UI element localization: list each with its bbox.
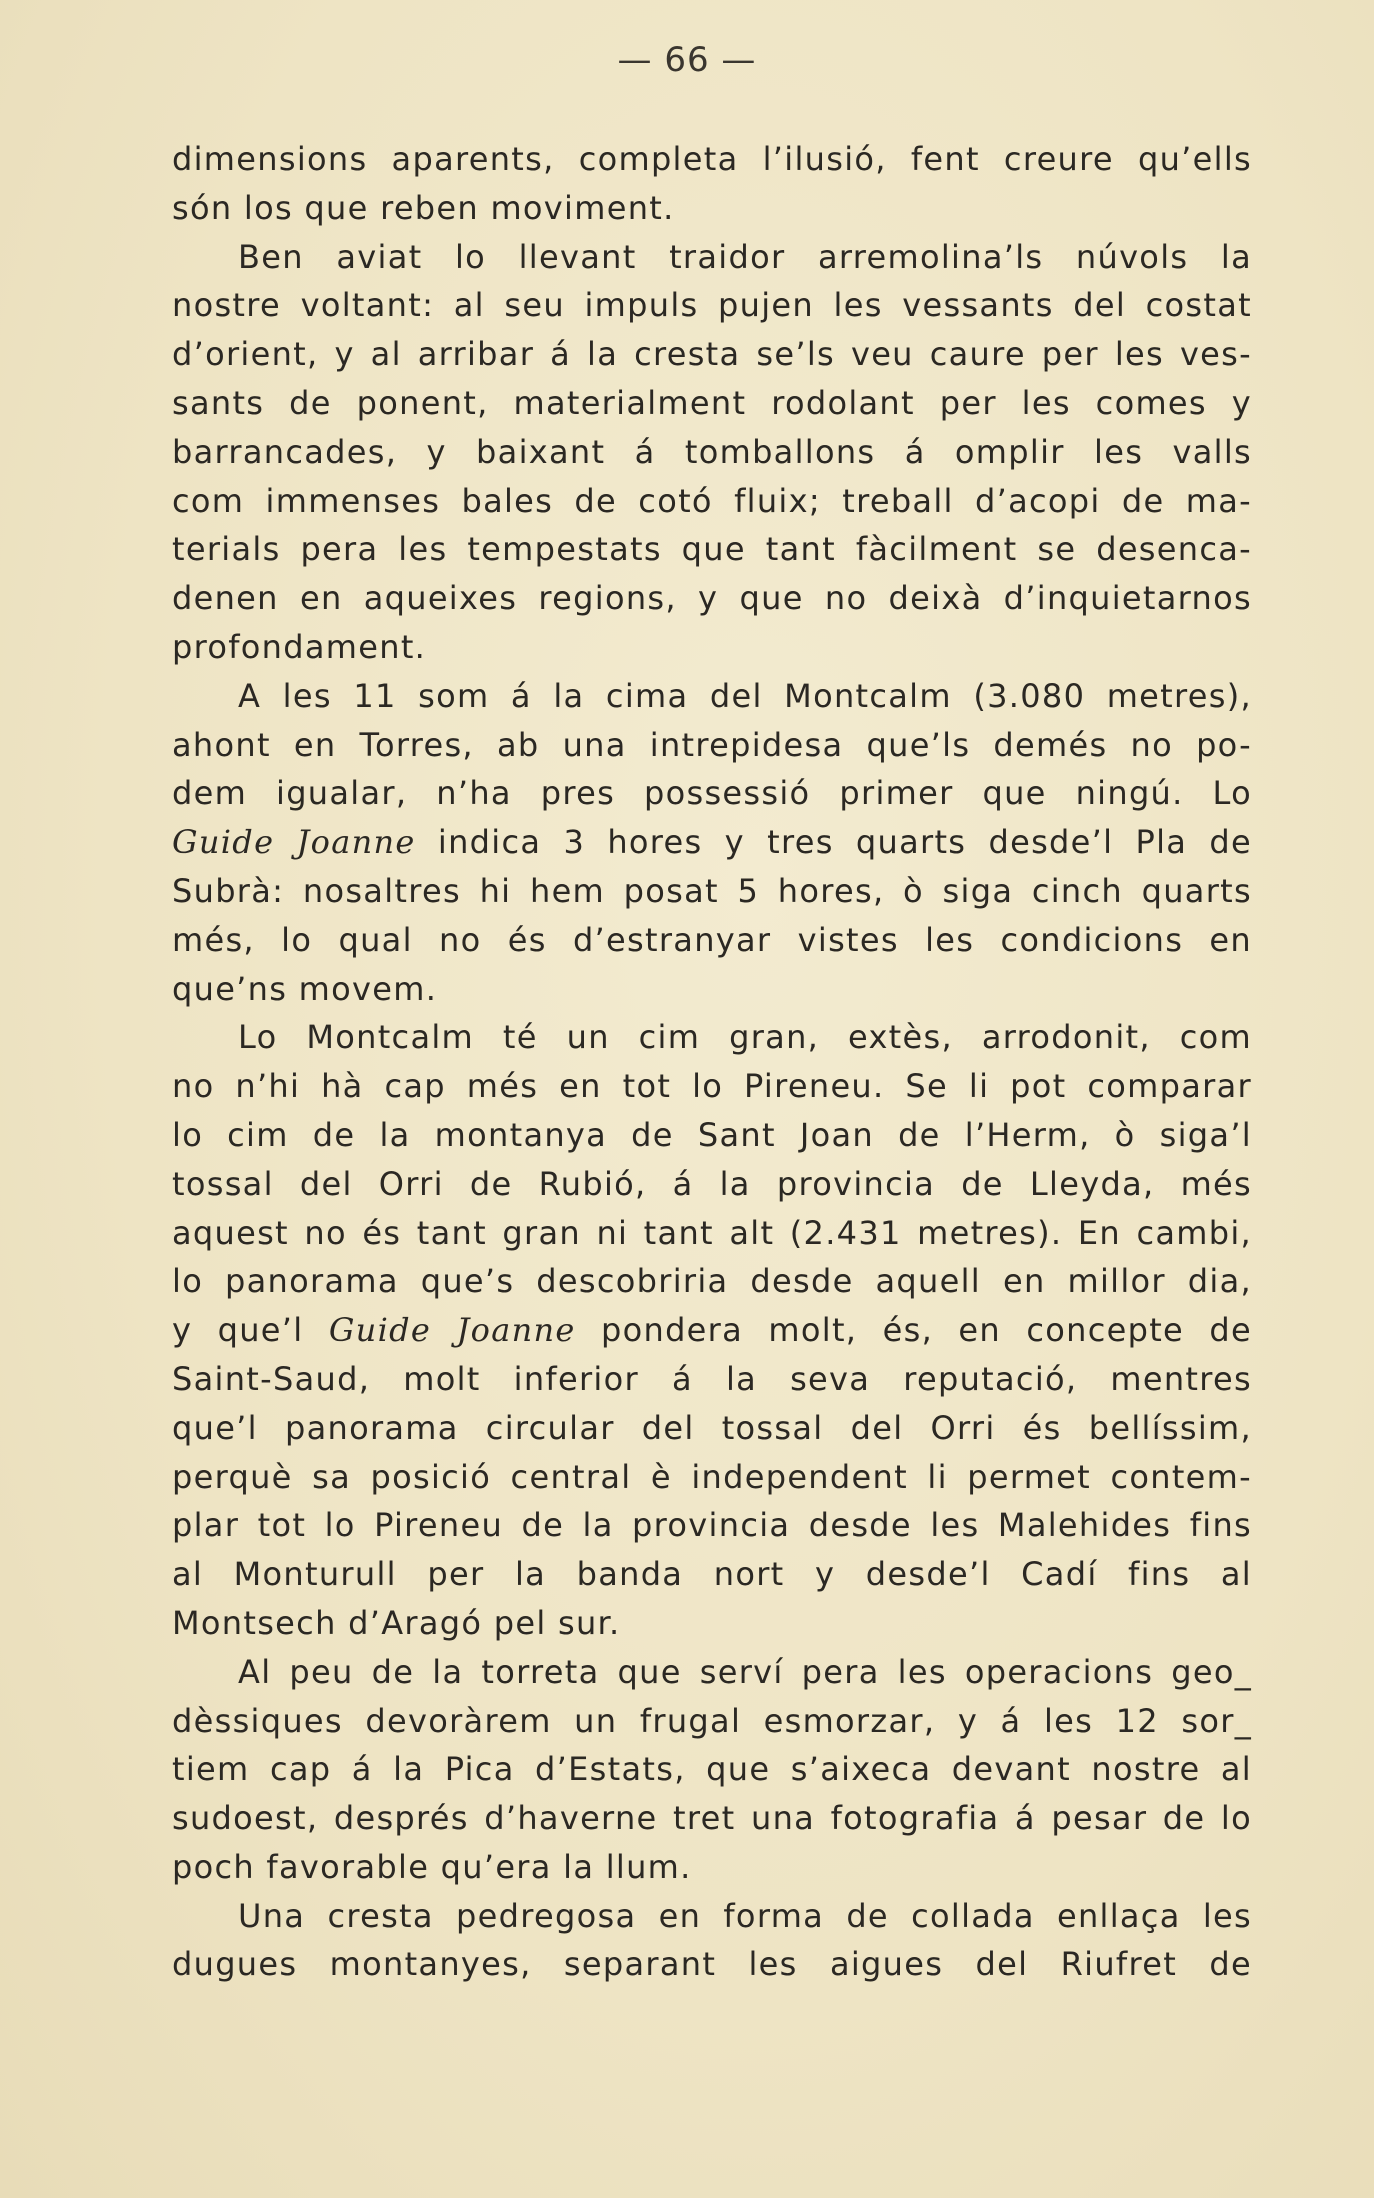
text-line: tossal del Orri de Rubió, á la provincia de Lleyda, més — [172, 1164, 1252, 1203]
text-line: Ben aviat lo llevant traidor arremolina’ls núvols la — [238, 237, 1252, 276]
text-line: barrancades, y baixant á tomballons á omplir les valls — [172, 432, 1252, 471]
text-line: d’orient, y al arribar á la cresta se’ls veu caure per les ves- — [172, 335, 1252, 374]
text-line: Guide Joanne indica 3 hores y tres quarts desde’l Pla de — [172, 823, 1253, 862]
body-text — [172, 135, 1252, 1989]
text-line: aquest no és tant gran ni tant alt (2.431 metres). En cambi, — [172, 1213, 1252, 1252]
text-line: y que’l Guide Joanne pondera molt, és, en concepte de — [172, 1311, 1252, 1350]
text-line: terials pera les tempestats que tant fàcilment se desenca- — [172, 530, 1252, 569]
text-line: dugues montanyes, separant les aigues del Riufret de — [172, 1945, 1252, 1984]
text-line: lo panorama que’s descobriria desde aquell en millor dia, — [172, 1262, 1252, 1301]
text-line: com immenses bales de cotó fluix; treball d’acopi de ma- — [172, 481, 1252, 520]
text-line: que’ns movem. — [172, 969, 438, 1008]
text-line: dèssiques devoràrem un frugal esmorzar, y á les 12 sor_ — [172, 1701, 1252, 1740]
text-line: sants de ponent, materialment rodolant per les comes y — [172, 383, 1252, 422]
text-line: perquè sa posició central è independent li permet contem- — [172, 1457, 1252, 1496]
text-line: ahont en Torres, ab una intrepidesa que’ls demés no po- — [172, 725, 1252, 764]
italic-title: Guide Joanne — [172, 823, 416, 862]
text-line: Lo Montcalm té un cim gran, extès, arrodonit, com — [238, 1018, 1252, 1057]
text-line: no n’hi hà cap més en tot lo Pireneu. Se li pot comparar — [172, 1067, 1252, 1106]
text-line: poch favorable qu’era la llum. — [172, 1847, 692, 1886]
text-line: dimensions aparents, completa l’ilusió, fent creure qu’ells — [172, 140, 1252, 178]
text-line: dem igualar, n’ha pres possessió primer que ningú. Lo — [172, 774, 1252, 813]
text-line: Al peu de la torreta que serví pera les operacions geo_ — [238, 1652, 1252, 1691]
text-line: sudoest, després d’haverne tret una fotografia á pesar de lo — [172, 1799, 1252, 1838]
text-line: Montsech d’Aragó pel sur. — [172, 1603, 621, 1642]
text-line: que’l panorama circular del tossal del Orri és bellíssim, — [172, 1408, 1252, 1447]
italic-title: Guide Joanne — [328, 1311, 576, 1350]
text-line: Subrà: nosaltres hi hem posat 5 hores, ò siga cinch quarts — [172, 871, 1252, 910]
text-line: són los que reben moviment. — [172, 188, 675, 227]
text-line: denen en aqueixes regions, y que no deixà d’inquietarnos — [172, 579, 1252, 618]
text-line: A les 11 som á la cima del Montcalm (3.080 metres), — [238, 676, 1252, 715]
text-line: Saint-Saud, molt inferior á la seva reputació, mentres — [172, 1359, 1252, 1398]
text-line: nostre voltant: al seu impuls pujen les vessants del costat — [172, 286, 1252, 325]
text-line: tiem cap á la Pica d’Estats, que s’aixeca devant nostre al — [172, 1750, 1252, 1789]
text-line: lo cim de la montanya de Sant Joan de l’Herm, ò siga’l — [172, 1115, 1252, 1154]
text-line: més, lo qual no és d’estranyar vistes les condicions en — [172, 920, 1252, 959]
text-line: Una cresta pedregosa en forma de collada enllaça les — [238, 1896, 1252, 1935]
text-line: plar tot lo Pireneu de la provincia desde les Malehides fins — [172, 1506, 1252, 1545]
text-line: profondament. — [172, 627, 427, 666]
text-line: al Monturull per la banda nort y desde’l Cadí fins al — [172, 1555, 1252, 1594]
page-number: — 66 — — [617, 40, 757, 80]
